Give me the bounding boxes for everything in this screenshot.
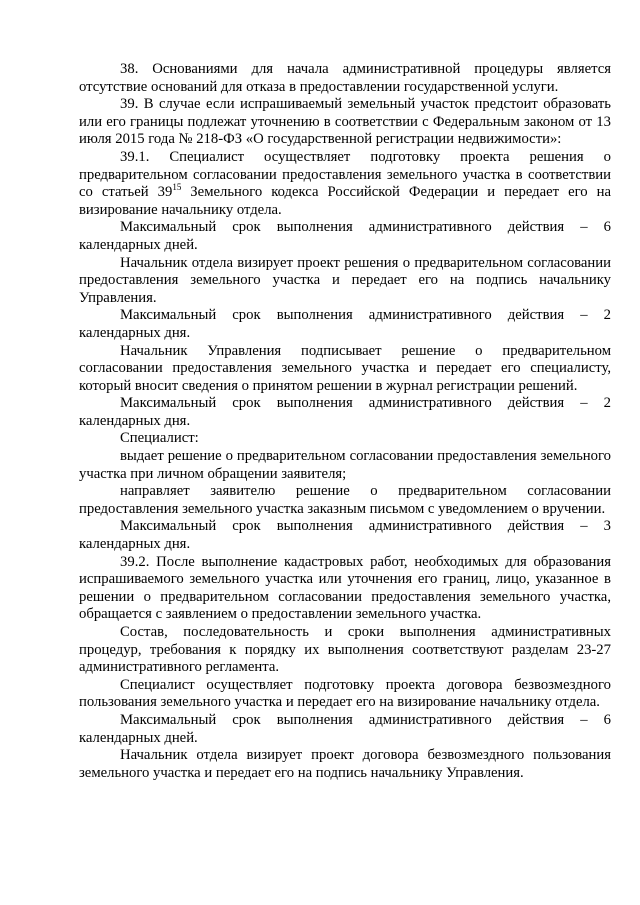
max-term-paragraph: Максимальный срок выполнения административного действия – 2 календарных дня. [79,395,611,429]
procedures-paragraph: Состав, последовательность и сроки выполнения административных процедур, требования к порядку их выполнения соответствуют разделам 23-27 административного регламента. [79,624,611,676]
max-term-paragraph: Максимальный срок выполнения административного действия – 6 календарных дней. [79,219,611,253]
max-term-paragraph: Максимальный срок выполнения административного действия – 3 календарных дня. [79,518,611,553]
paragraph-39-1-text: 39.1. Специалист осуществляет подготовку проекта решения о предварительном согласовании предоставления земельного участка в соответствии со статьей 39 [79,148,611,201]
contract-visa-paragraph: Начальник отдела визирует проект договора безвозмездного пользования земельного участка и передает его на подпись начальнику Управления. [79,747,611,781]
document-page [79,61,611,782]
paragraph-38: 38. Основаниями для начала административной процедуры является отсутствие оснований для отказа в предоставлении государственной услуги. [79,61,611,95]
department-head-paragraph: Начальник отдела визирует проект решения о предварительном согласовании предоставления земельного участка и передает его на подпись начальнику Управления. [79,254,611,306]
issue-decision-paragraph: выдает решение о предварительном согласовании предоставления земельного участка при личном обращении заявителя; [79,448,611,482]
specialist-heading: Специалист: [120,430,199,447]
administration-head-paragraph: Начальник Управления подписывает решение о предварительном согласовании предоставления земельного участка и передает его специалисту, который вносит сведения о принятом решении в журнал регистрации решений. [79,342,611,394]
contract-preparation-paragraph: Специалист осуществляет подготовку проекта договора безвозмездного пользования земельного участка и передает его на визирование начальнику отдела. [79,676,611,711]
send-decision-paragraph: направляет заявителю решение о предварительном согласовании предоставления земельного участка заказным письмом с уведомлением о вручении. [79,483,611,517]
article-superscript: 15 [172,182,182,193]
paragraph-39: 39. В случае если испрашиваемый земельный участок предстоит образовать или его границы подлежат уточнению в соответствии с Федеральным законом от 13 июля 2015 года № 218-ФЗ «О государственной регистрации недвижимости»: [79,96,611,148]
max-term-paragraph: Максимальный срок выполнения административного действия – 2 календарных дня. [79,307,611,341]
max-term-paragraph: Максимальный срок выполнения административного действия – 6 календарных дней. [79,711,611,746]
paragraph-39-2: 39.2. После выполнение кадастровых работ, необходимых для образования испрашиваемого земельного участка или уточнения его границ, лицо, указанное в решении о предварительном согласовании предоставления земельного участка, обращается с заявлением о предоставлении земельного участка. [79,553,611,623]
paragraph-39-1 [79,149,611,219]
paragraph-39-1-text-end: Земельного кодекса Российской Федерации и передает его на визирование начальнику отдела. [79,184,611,218]
